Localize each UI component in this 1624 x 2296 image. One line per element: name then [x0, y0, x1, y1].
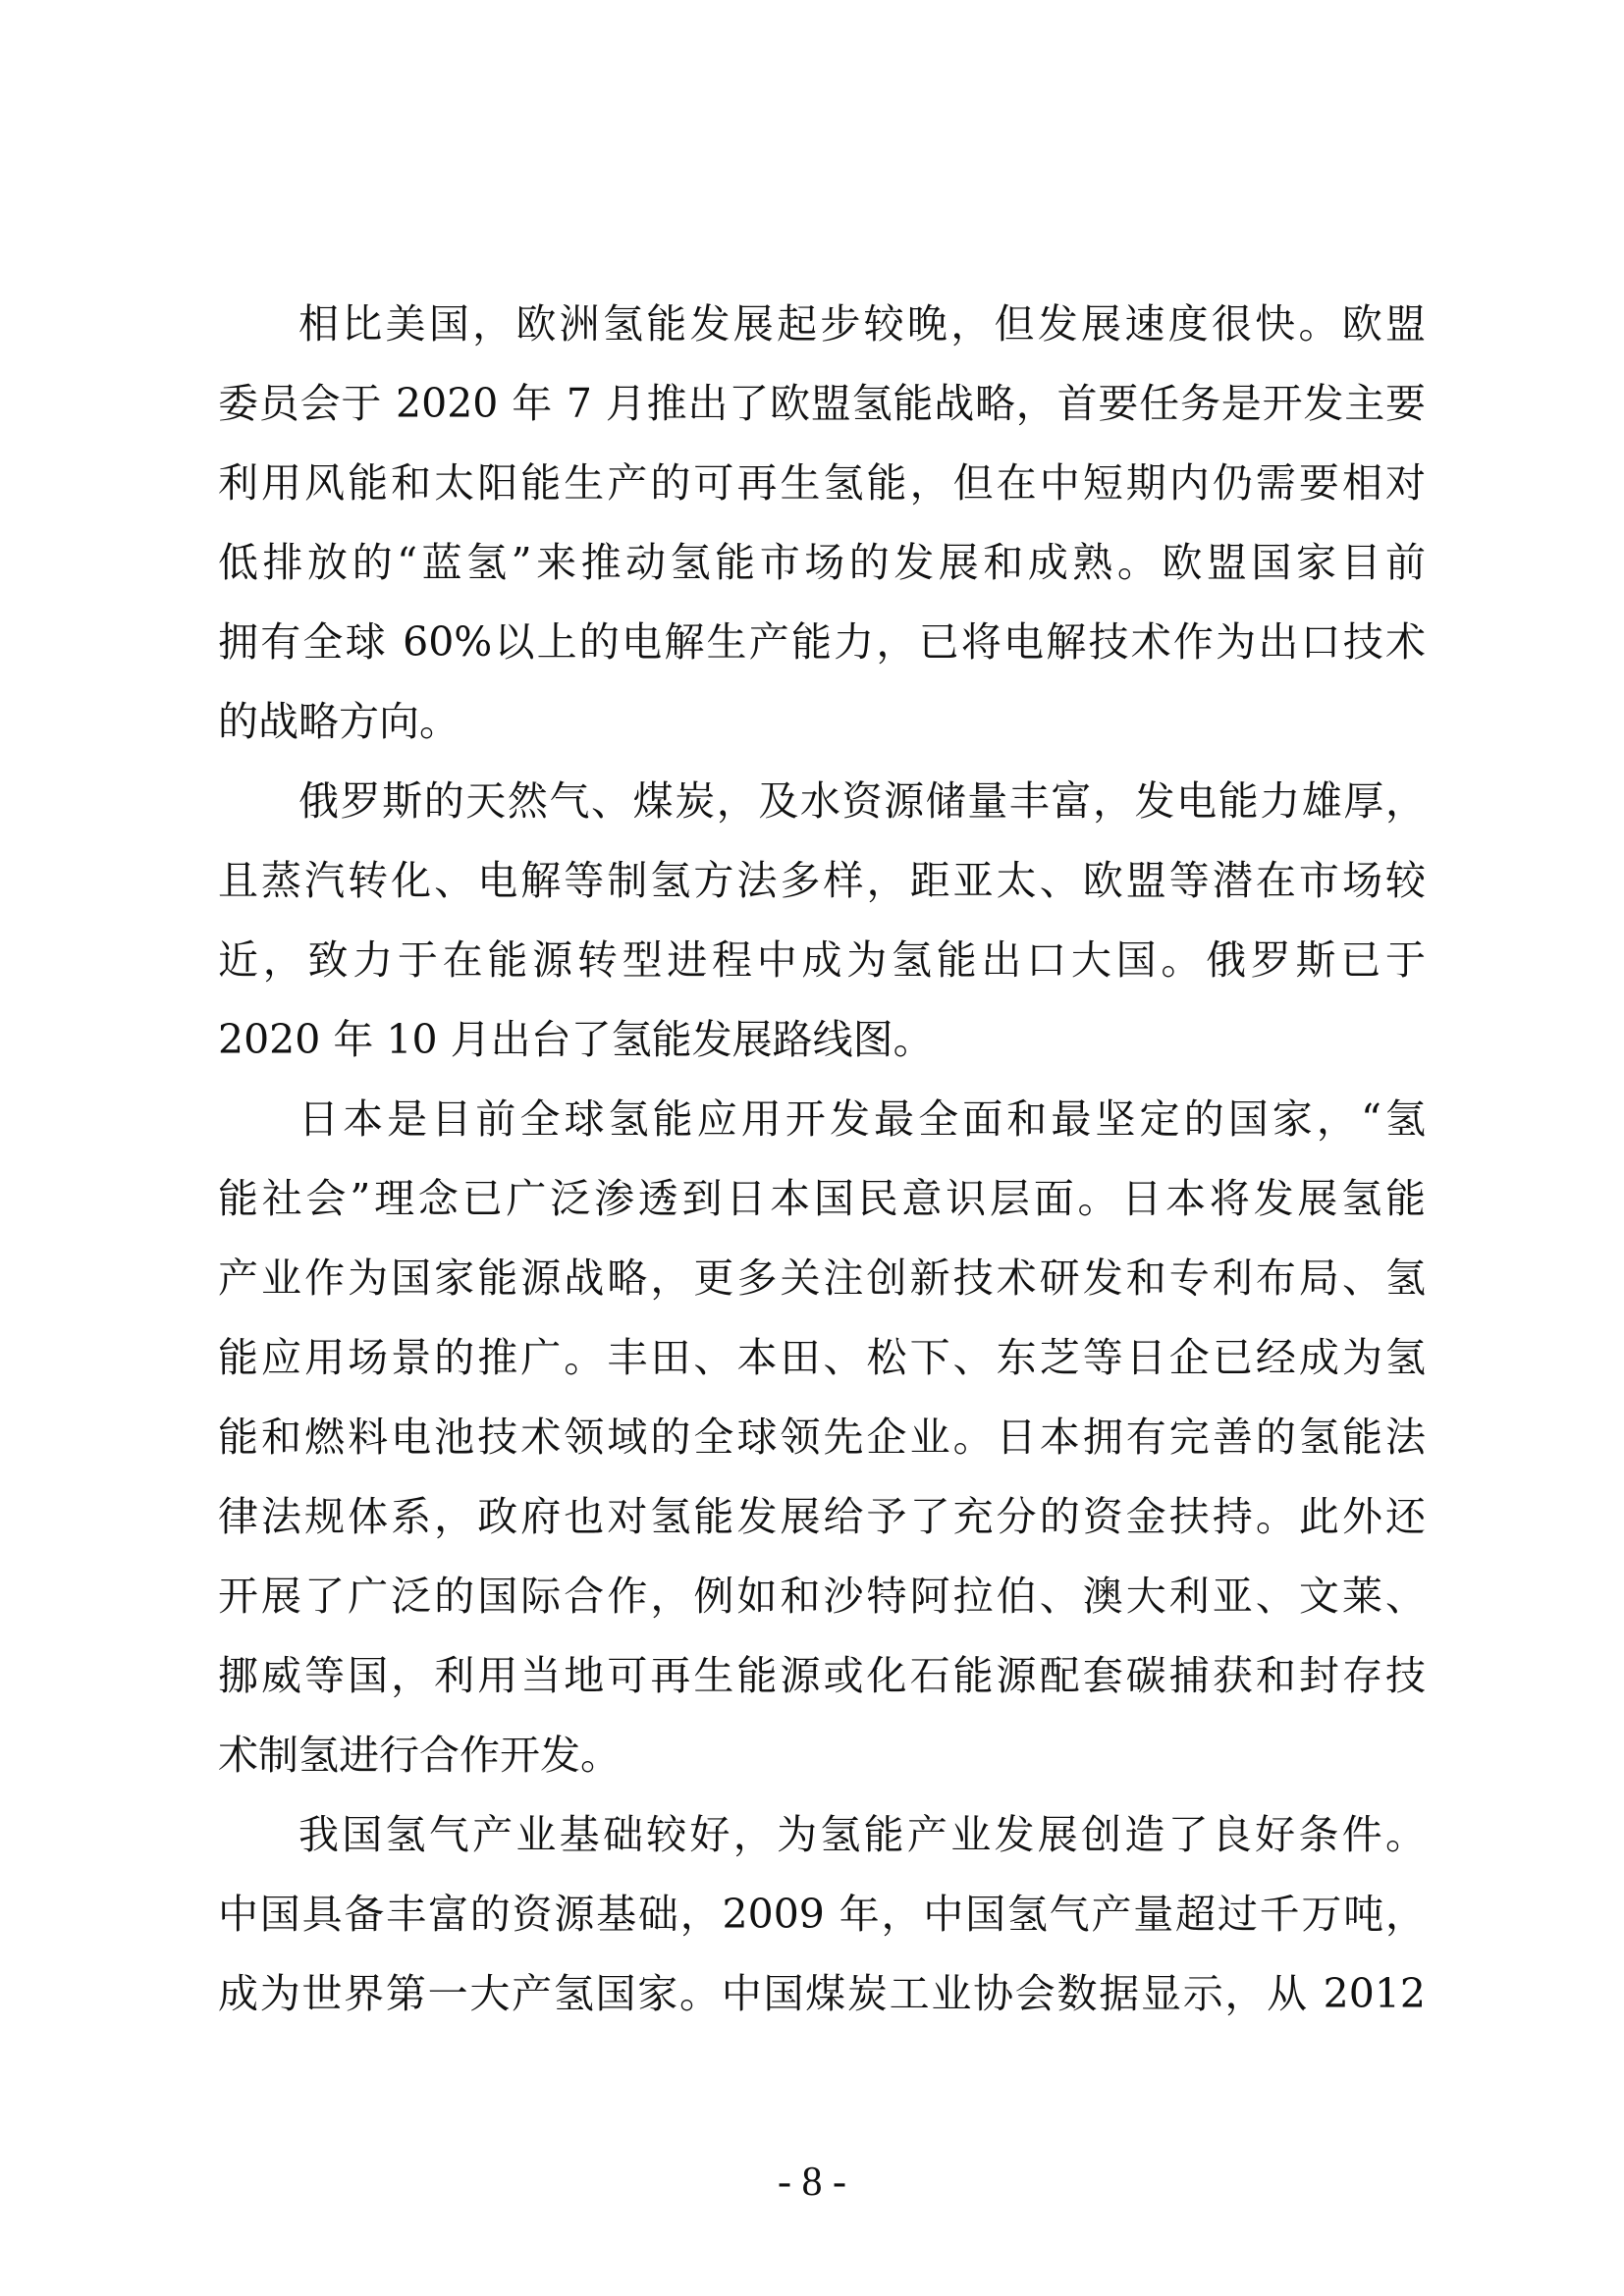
- paragraph-1-line-4: 低排放的“蓝氢”来推动氢能市场的发展和成熟。欧盟国家目前: [218, 539, 1426, 586]
- paragraph-2-line-4: 2020 年 10 月出台了氢能发展路线图。: [218, 1016, 934, 1063]
- paragraph-3-line-3: 产业作为国家能源战略，更多关注创新技术研发和专利布局、氢: [218, 1255, 1426, 1302]
- paragraph-1-line-6: 的战略方向。: [218, 698, 460, 745]
- paragraph-3-line-5: 能和燃料电池技术领域的全球领先企业。日本拥有完善的氢能法: [218, 1414, 1426, 1461]
- paragraph-1-line-1: 相比美国，欧洲氢能发展起步较晚，但发展速度很快。欧盟: [298, 300, 1426, 347]
- paragraph-1-line-2: 委员会于 2020 年 7 月推出了欧盟氢能战略，首要任务是开发主要: [218, 380, 1426, 427]
- paragraph-3-line-4: 能应用场景的推广。丰田、本田、松下、东芝等日企已经成为氢: [218, 1334, 1426, 1381]
- paragraph-3-line-8: 挪威等国，利用当地可再生能源或化石能源配套碳捕获和封存技: [218, 1652, 1426, 1699]
- paragraph-3-line-2: 能社会”理念已广泛渗透到日本国民意识层面。日本将发展氢能: [218, 1175, 1426, 1222]
- paragraph-4-line-2: 中国具备丰富的资源基础，2009 年，中国氢气产量超过千万吨，: [218, 1891, 1426, 1938]
- paragraph-2-line-2: 且蒸汽转化、电解等制氢方法多样，距亚太、欧盟等潜在市场较: [218, 857, 1426, 904]
- page-number: - 8 -: [778, 2160, 846, 2205]
- paragraph-3-line-9: 术制氢进行合作开发。: [218, 1732, 621, 1779]
- body-text: [218, 285, 1426, 2034]
- paragraph-4-line-1: 我国氢气产业基础较好，为氢能产业发展创造了良好条件。: [298, 1811, 1426, 1858]
- paragraph-3-line-6: 律法规体系，政府也对氢能发展给予了充分的资金扶持。此外还: [218, 1493, 1426, 1540]
- paragraph-4-line-3: 成为世界第一大产氢国家。中国煤炭工业协会数据显示，从 2012: [218, 1970, 1426, 2017]
- paragraph-1-line-5: 拥有全球 60%以上的电解生产能力，已将电解技术作为出口技术: [218, 618, 1426, 666]
- paragraph-2-line-1: 俄罗斯的天然气、煤炭，及水资源储量丰富，发电能力雄厚，: [298, 777, 1426, 825]
- paragraph-3-line-1: 日本是目前全球氢能应用开发最全面和最坚定的国家，“氢: [298, 1095, 1426, 1143]
- paragraph-1-line-3: 利用风能和太阳能生产的可再生氢能，但在中短期内仍需要相对: [218, 459, 1426, 507]
- paragraph-2-line-3: 近，致力于在能源转型进程中成为氢能出口大国。俄罗斯已于: [218, 936, 1426, 984]
- paragraph-3-line-7: 开展了广泛的国际合作，例如和沙特阿拉伯、澳大利亚、文莱、: [218, 1573, 1426, 1620]
